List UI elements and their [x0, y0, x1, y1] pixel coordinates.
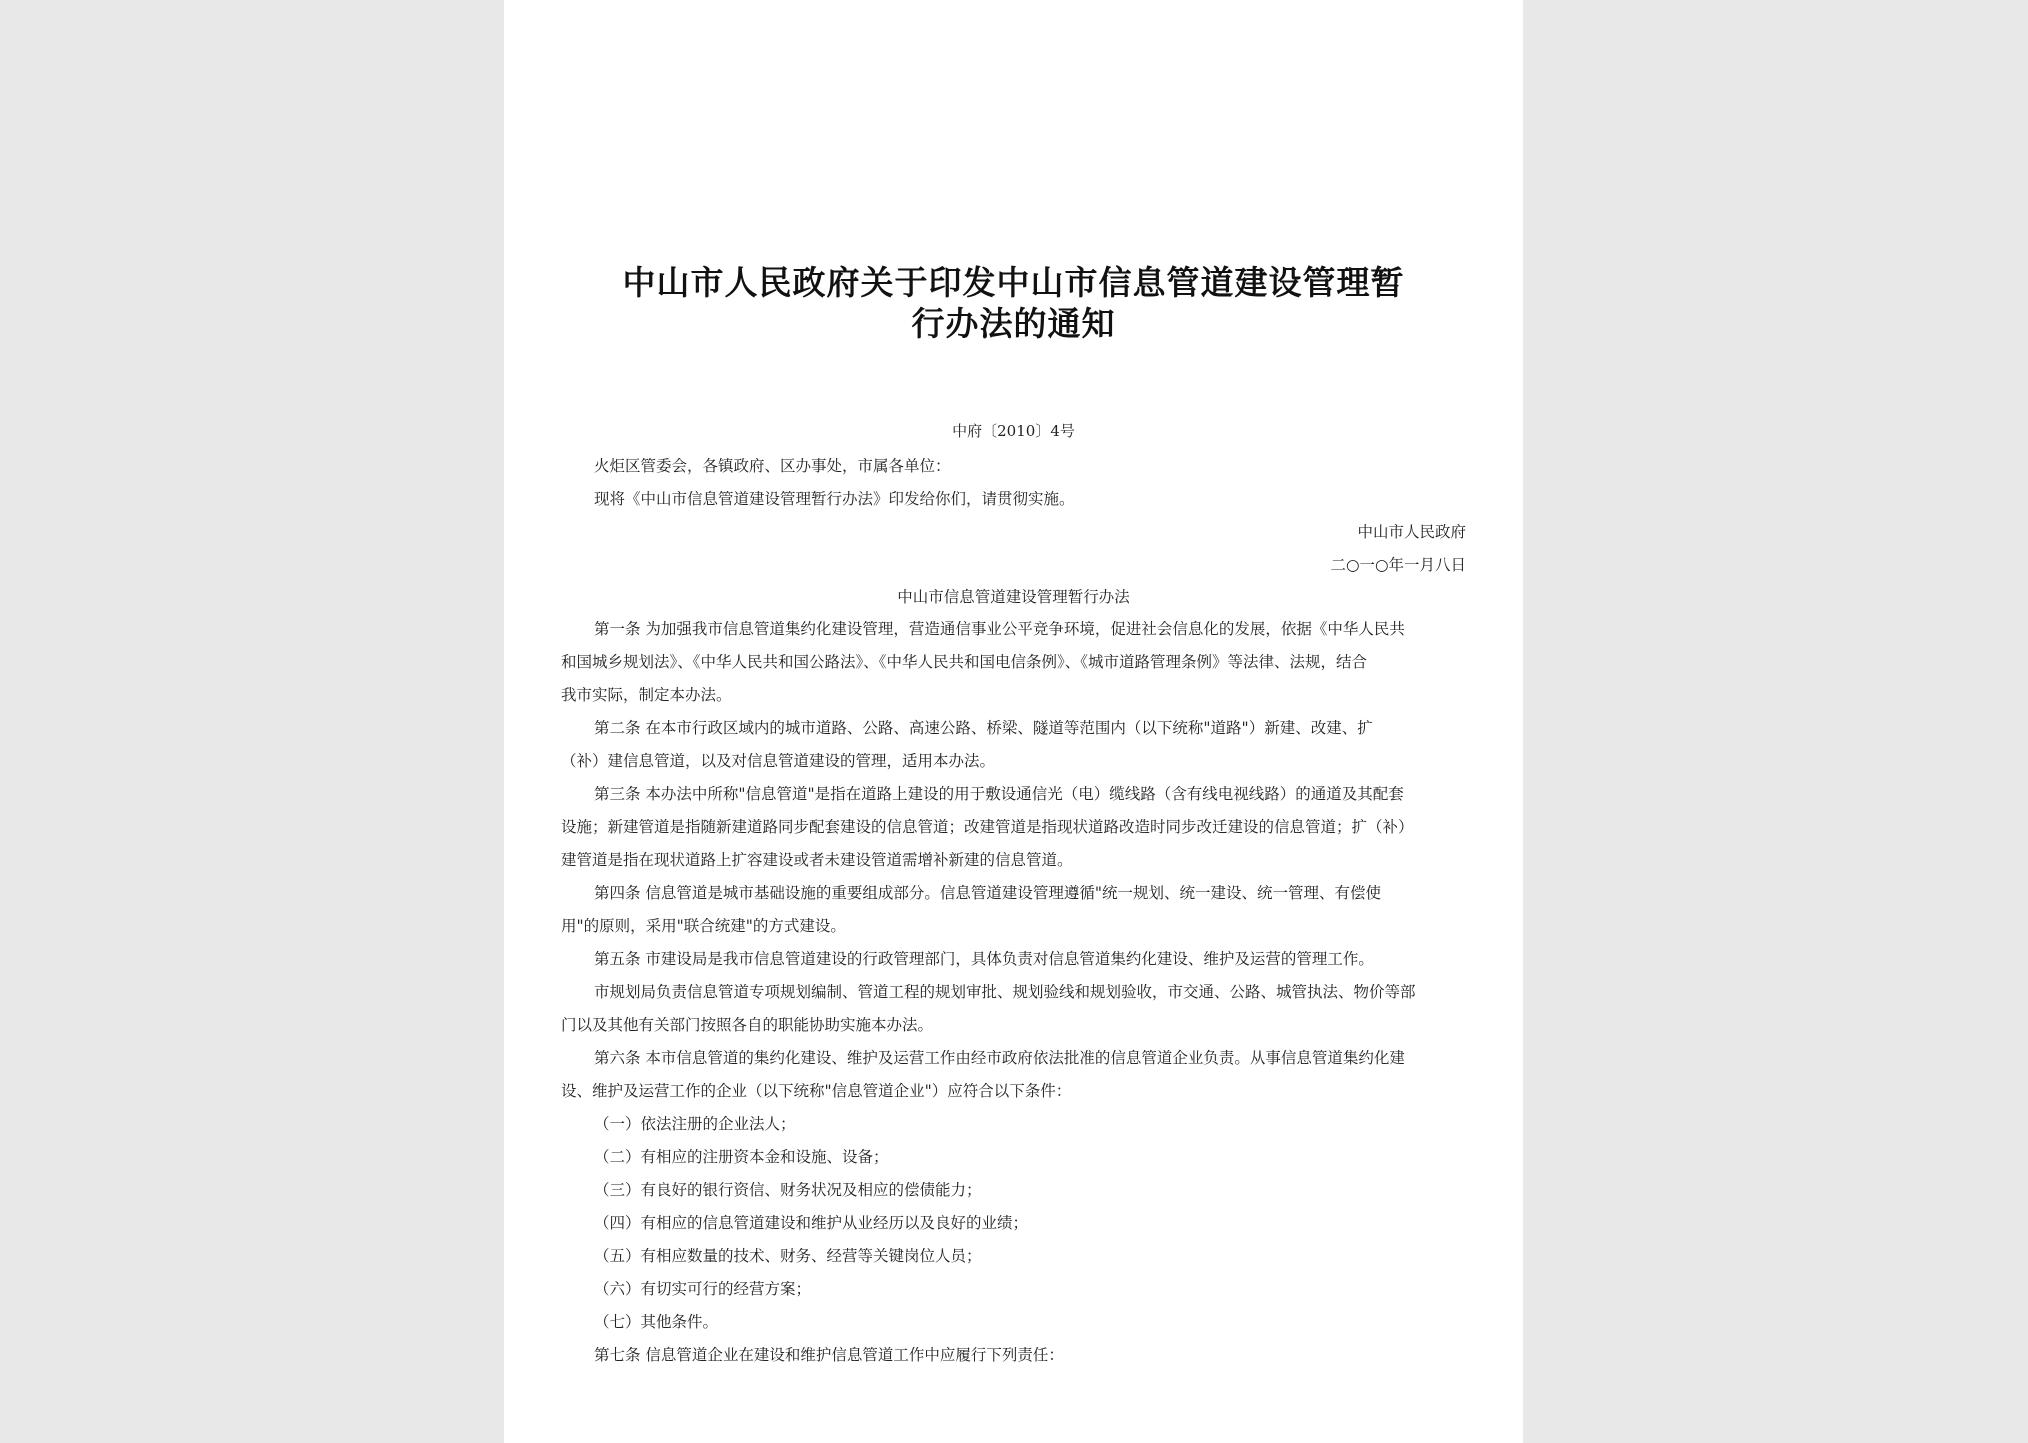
document-page	[504, 0, 1523, 1443]
text-line: 和国城乡规划法》、《中华人民共和国公路法》、《中华人民共和国电信条例》、《城市道路管理条例》等法律、法规，结合	[561, 653, 1368, 671]
list-item: （三）有良好的银行资信、财务状况及相应的偿债能力；	[594, 1181, 982, 1199]
list-item: （二）有相应的注册资本金和设施、设备；	[594, 1148, 889, 1166]
text-line: 用"的原则，采用"联合统建"的方式建设。	[561, 917, 846, 935]
text-line: 我市实际，制定本办法。	[561, 686, 732, 704]
list-item: （一）依法注册的企业法人；	[594, 1115, 796, 1133]
document-title	[564, 262, 1463, 344]
text-line: 第四条 信息管道是城市基础设施的重要组成部分。信息管道建设管理遵循"统一规划、统一建设、统一管理、有偿使	[594, 884, 1382, 902]
list-item: （七）其他条件。	[594, 1313, 719, 1331]
text-line: 第七条 信息管道企业在建设和维护信息管道工作中应履行下列责任：	[594, 1346, 1064, 1364]
intro-paragraph: 现将《中山市信息管道建设管理暂行办法》印发给你们，请贯彻实施。	[594, 490, 1075, 508]
text-line: 第一条 为加强我市信息管道集约化建设管理，营造通信事业公平竞争环境，促进社会信息化的发展，依据《中华人民共	[594, 620, 1405, 638]
text-line: 第五条 市建设局是我市信息管道建设的行政管理部门，具体负责对信息管道集约化建设、维护及运营的管理工作。	[594, 950, 1374, 968]
text-line: 设施；新建管道是指随新建道路同步配套建设的信息管道；改建管道是指现状道路改造时同步改迁建设的信息管道；扩（补）	[561, 818, 1414, 836]
text-line: （补）建信息管道，以及对信息管道建设的管理，适用本办法。	[561, 752, 996, 770]
list-item: （六）有切实可行的经营方案；	[594, 1280, 812, 1298]
salutation: 火炬区管委会，各镇政府、区办事处，市属各单位：	[594, 457, 951, 475]
text-line: 设、维护及运营工作的企业（以下统称"信息管道企业"）应符合以下条件：	[561, 1082, 1072, 1100]
rules-title: 中山市信息管道建设管理暂行办法	[897, 588, 1130, 606]
text-line: 第三条 本办法中所称"信息管道"是指在道路上建设的用于敷设通信光（电）缆线路（含有线电视线路）的通道及其配套	[594, 785, 1404, 803]
list-item: （五）有相应数量的技术、财务、经营等关键岗位人员；	[594, 1247, 982, 1265]
document-number: 中府〔2010〕4号	[952, 422, 1075, 440]
title-line-1: 中山市人民政府关于印发中山市信息管道建设管理暂	[622, 263, 1405, 302]
text-line: 门以及其他有关部门按照各自的职能协助实施本办法。	[561, 1016, 934, 1034]
issue-date: 二○一○年一月八日	[1330, 556, 1466, 574]
issuer: 中山市人民政府	[1357, 523, 1466, 541]
text-line: 第六条 本市信息管道的集约化建设、维护及运营工作由经市政府依法批准的信息管道企业负责。从事信息管道集约化建	[594, 1049, 1405, 1067]
list-item: （四）有相应的信息管道建设和维护从业经历以及良好的业绩；	[594, 1214, 1029, 1232]
title-line-2: 行办法的通知	[911, 304, 1116, 343]
text-line: 市规划局负责信息管道专项规划编制、管道工程的规划审批、规划验线和规划验收，市交通、公路、城管执法、物价等部	[594, 983, 1416, 1001]
text-line: 第二条 在本市行政区域内的城市道路、公路、高速公路、桥梁、隧道等范围内（以下统称"道路"）新建、改建、扩	[594, 719, 1373, 737]
text-line: 建管道是指在现状道路上扩容建设或者未建设管道需增补新建的信息管道。	[561, 851, 1073, 869]
